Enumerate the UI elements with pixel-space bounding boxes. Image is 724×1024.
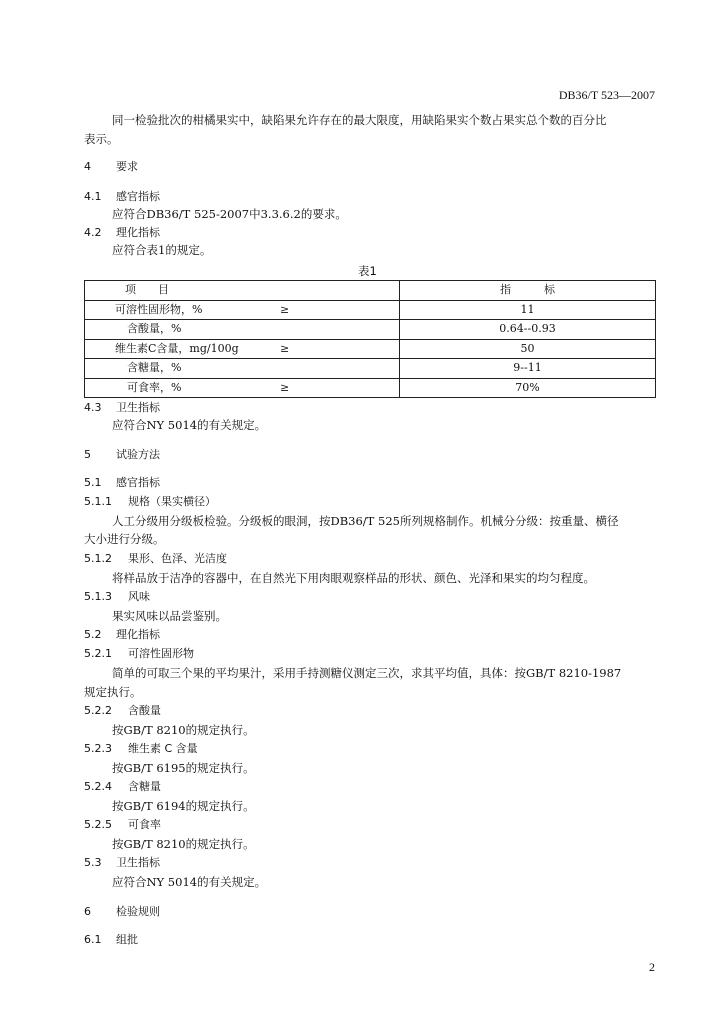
row-operator: ≥	[280, 341, 290, 355]
section-text: 按GB/T 8210的规定执行。	[112, 837, 255, 851]
section-title: 试验方法	[116, 448, 160, 461]
section-title: 规格（果实横径）	[128, 495, 216, 508]
section-number: 6.1	[84, 933, 102, 946]
section-heading-5-2-3	[84, 742, 198, 756]
document-code: DB36/T 523—2007	[558, 88, 655, 102]
section-title: 卫生指标	[116, 856, 160, 869]
row-value: 9--11	[400, 359, 656, 379]
section-heading-4-3	[84, 401, 160, 415]
spec-table	[84, 280, 656, 398]
row-name: 维生素C含量，mg/100g	[115, 341, 239, 355]
section-number: 5.1.2	[84, 552, 112, 565]
section-title: 风味	[128, 590, 150, 603]
section-number: 4.2	[84, 226, 102, 239]
section-title: 卫生指标	[116, 401, 160, 414]
section-number: 5.1	[84, 476, 102, 489]
section-text: 按GB/T 8210的规定执行。	[112, 723, 255, 737]
section-title: 含糖量	[128, 780, 161, 793]
section-title: 组批	[116, 933, 138, 946]
section-text: 按GB/T 6194的规定执行。	[112, 799, 255, 813]
row-operator: ≥	[280, 380, 290, 394]
section-heading-4-1	[84, 190, 160, 204]
section-number: 5	[84, 448, 91, 461]
section-heading-5-2-5	[84, 818, 161, 832]
section-heading-5-1-1	[84, 495, 216, 509]
section-text: 按GB/T 6195的规定执行。	[112, 761, 255, 775]
section-title: 维生素 C 含量	[128, 742, 198, 755]
row-name: 可食率，%	[127, 380, 182, 394]
section-number: 4	[84, 160, 91, 173]
section-title: 含酸量	[128, 704, 161, 717]
row-value: 50	[400, 339, 656, 359]
section-text: 果实风味以品尝鉴别。	[112, 609, 227, 623]
table-header-row	[85, 281, 656, 301]
table-row	[85, 300, 656, 320]
section-heading-4-2	[84, 226, 160, 240]
section-number: 5.2.2	[84, 704, 112, 717]
section-heading-5-3	[84, 856, 160, 870]
section-heading-5-2	[84, 628, 160, 642]
section-title: 理化指标	[116, 628, 160, 641]
section-heading-5-2-1	[84, 647, 194, 661]
row-name: 可溶性固形物，%	[115, 302, 203, 316]
section-heading-5-2-2	[84, 704, 161, 718]
section-number: 5.2.3	[84, 742, 112, 755]
table-caption: 表1	[358, 264, 377, 278]
row-name: 含糖量，%	[127, 361, 182, 374]
section-text: 应符合NY 5014的有关规定。	[112, 418, 267, 432]
section-text: 简单的可取三个果的平均果汁，采用手持测糖仪测定三次，求其平均值，具体：按GB/T 8210-1987	[112, 666, 622, 680]
table-row	[85, 320, 656, 340]
section-number: 5.1.1	[84, 495, 112, 508]
section-text: 人工分级用分级板检验。分级板的眼洞，按DB36/T 525所列规格制作。机械分分级：按重量、横径	[112, 514, 619, 528]
section-title: 检验规则	[116, 905, 160, 918]
section-text: 规定执行。	[84, 685, 142, 699]
section-number: 5.2.5	[84, 818, 112, 831]
section-number: 5.2.1	[84, 647, 112, 660]
section-heading-5-2-4	[84, 780, 161, 794]
row-value: 11	[400, 300, 656, 320]
section-heading-5-1-2	[84, 552, 227, 566]
paragraph-line: 表示。	[84, 132, 119, 146]
section-title: 可溶性固形物	[128, 647, 194, 660]
section-text: 应符合DB36/T 525-2007中3.3.6.2的要求。	[112, 207, 347, 221]
section-heading-5-1-3	[84, 590, 150, 604]
section-heading-6-1	[84, 933, 138, 947]
row-value: 0.64--0.93	[400, 320, 656, 340]
section-number: 5.1.3	[84, 590, 112, 603]
table-header-cell: 项 目	[85, 281, 400, 301]
section-number: 4.1	[84, 190, 102, 203]
table-row	[85, 359, 656, 379]
table-row	[85, 378, 656, 398]
row-value: 70%	[400, 378, 656, 398]
section-text: 将样品放于洁净的容器中，在自然光下用肉眼观察样品的形状、颜色、光泽和果实的均匀程度。	[112, 571, 595, 585]
section-title: 果形、色泽、光洁度	[128, 552, 227, 565]
section-title: 可食率	[128, 818, 161, 831]
table-row	[85, 339, 656, 359]
section-heading-5-1	[84, 476, 160, 490]
paragraph-line: 同一检验批次的柑橘果实中，缺陷果允许存在的最大限度，用缺陷果实个数占果实总个数的百分比	[112, 113, 607, 127]
row-operator: ≥	[280, 302, 290, 316]
section-title: 理化指标	[116, 226, 160, 239]
section-number: 4.3	[84, 401, 102, 414]
page-number: 2	[649, 960, 655, 974]
section-number: 5.3	[84, 856, 102, 869]
section-heading-4	[84, 160, 138, 174]
section-heading-6	[84, 905, 160, 919]
section-title: 感官指标	[116, 190, 160, 203]
section-text: 应符合NY 5014的有关规定。	[112, 875, 267, 889]
row-name: 含酸量，%	[127, 322, 182, 335]
section-heading-5	[84, 448, 160, 462]
section-text: 大小进行分级。	[84, 532, 165, 546]
table-header-cell: 指 标	[400, 281, 656, 301]
section-number: 6	[84, 905, 91, 918]
section-title: 要求	[116, 160, 138, 173]
section-text: 应符合表1的规定。	[112, 243, 212, 257]
section-title: 感官指标	[116, 476, 160, 489]
section-number: 5.2.4	[84, 780, 112, 793]
section-number: 5.2	[84, 628, 102, 641]
